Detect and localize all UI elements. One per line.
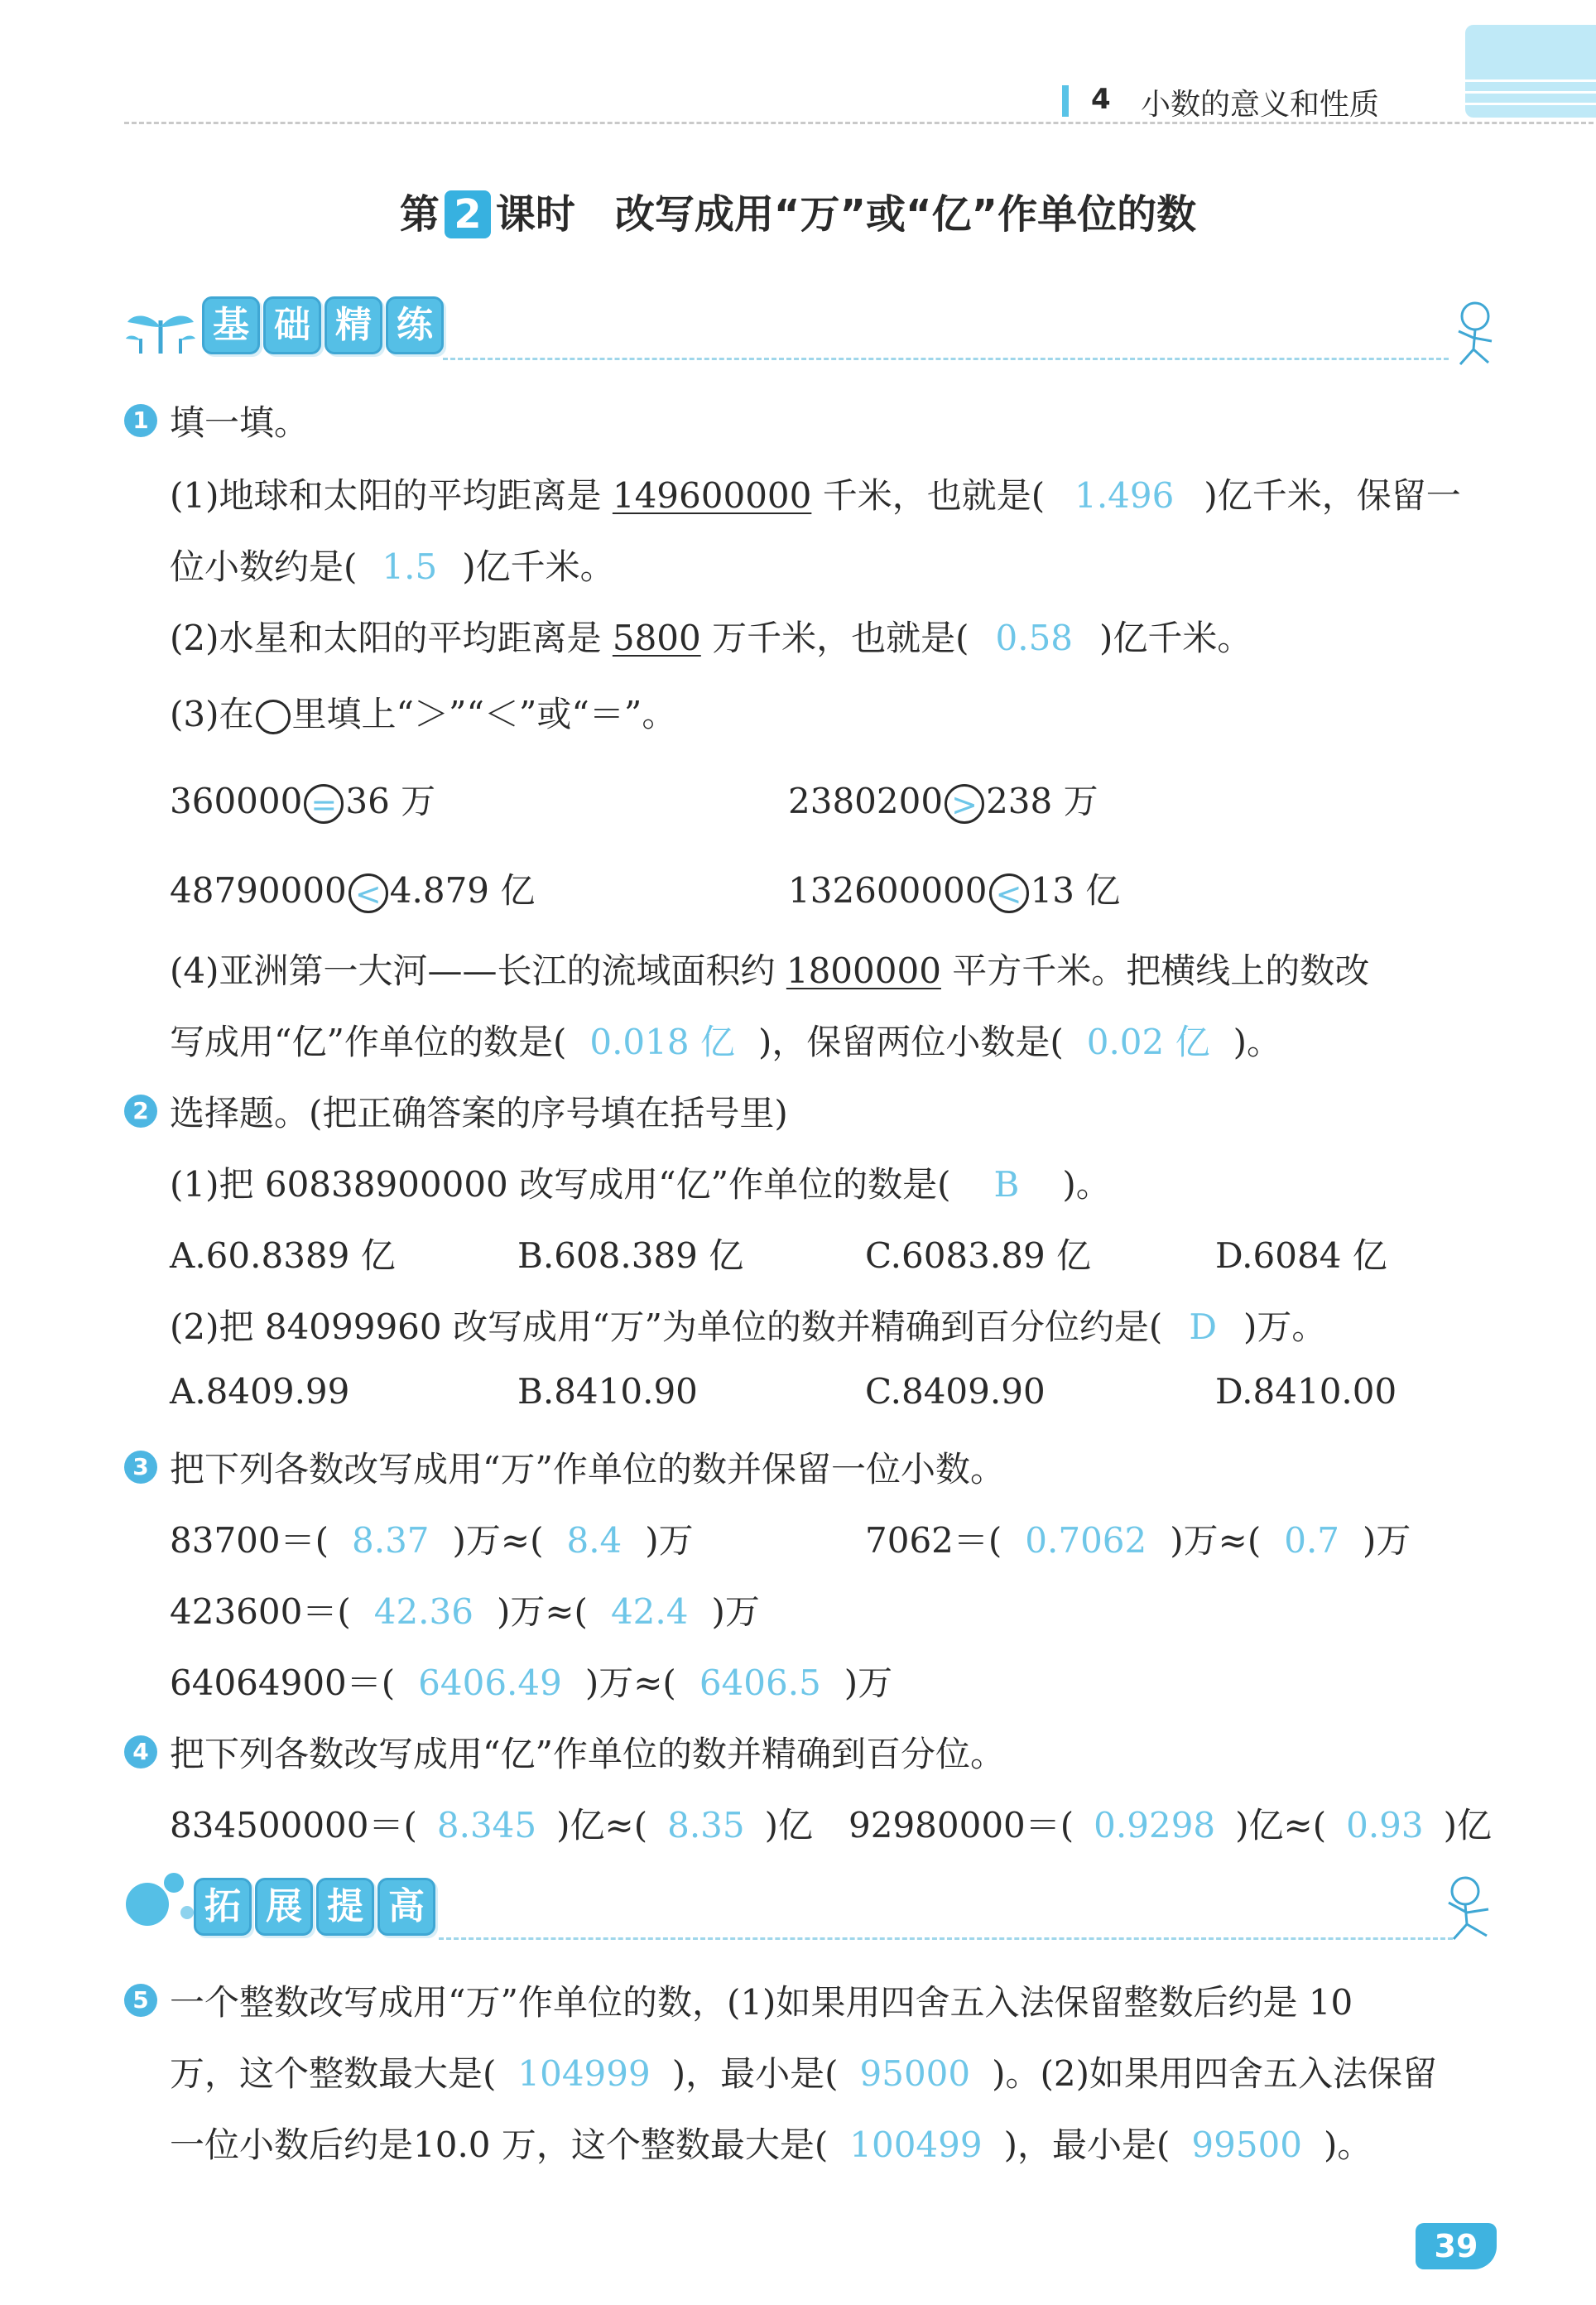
text: )亿≈( — [1235, 1805, 1327, 1845]
answer: 8.4 — [566, 1520, 623, 1561]
comparison-4 — [788, 864, 1120, 913]
banner-char: 高 — [377, 1878, 435, 1936]
text: )亿千米。 — [1099, 618, 1252, 658]
text: )万 — [711, 1591, 760, 1632]
corner-stripe — [1465, 103, 1596, 105]
text: )万≈( — [1170, 1520, 1262, 1561]
answer: 0.58 — [995, 618, 1074, 658]
q5-line1: 一个整数改写成用“万”作单位的数，(1)如果用四舍五入法保留整数后约是 10 — [170, 1982, 1353, 2023]
text: 834500000＝( — [170, 1805, 417, 1845]
q2-stem: 选择题。(把正确答案的序号填在括号里) — [170, 1093, 788, 1133]
header-divider — [124, 122, 1594, 124]
banner-char: 练 — [386, 296, 444, 354]
answer: 0.7062 — [1025, 1520, 1147, 1561]
answer-sign: > — [945, 784, 984, 824]
banner-char: 拓 — [194, 1878, 252, 1936]
section-banner-extend — [194, 1878, 439, 1942]
text: 7062＝( — [865, 1520, 1002, 1561]
question-marker: 2 — [124, 1095, 157, 1128]
text: 一位小数后约是10.0 万，这个整数最大是( — [170, 2125, 829, 2165]
text: )。(2)如果用四舍五入法保留 — [992, 2053, 1438, 2094]
q1-part1-line1 — [170, 469, 1461, 518]
title-prefix: 第 — [399, 191, 440, 238]
comparison-2 — [788, 774, 1098, 824]
text: 423600＝( — [170, 1591, 351, 1632]
text: )亿 — [764, 1805, 814, 1845]
answer: 0.7 — [1284, 1520, 1340, 1561]
answer: 95000 — [859, 2053, 971, 2094]
text: 万，这个整数最大是( — [170, 2053, 497, 2094]
corner-stripe — [1465, 79, 1596, 82]
q1-part3 — [170, 687, 676, 737]
chapter-title: 小数的意义和性质 — [1141, 88, 1380, 122]
answer: 8.35 — [667, 1805, 745, 1845]
title-text: 课时 改写成用“万”或“亿”作单位的数 — [495, 191, 1197, 238]
q5-line2 — [170, 2047, 1437, 2096]
answer-sign: < — [349, 873, 388, 913]
q1-stem: 填一填。 — [170, 402, 310, 443]
text: )，保留两位小数是( — [757, 1022, 1064, 1062]
answer: 6406.5 — [699, 1663, 821, 1703]
text: )万≈( — [452, 1520, 544, 1561]
answer: 8.345 — [436, 1805, 537, 1845]
answer: 104999 — [517, 2053, 651, 2094]
option: D.8410.00 — [1215, 1371, 1397, 1412]
q1-part4-line2 — [170, 1015, 1281, 1065]
text: (3)在 — [170, 694, 254, 734]
underlined-number: 149600000 — [612, 475, 812, 516]
answer: 99500 — [1191, 2125, 1302, 2165]
text: 13 亿 — [1030, 870, 1121, 911]
banner-char: 基 — [202, 296, 260, 354]
question-marker: 5 — [124, 1984, 157, 2017]
answer: 42.36 — [373, 1591, 474, 1632]
option: B.608.389 亿 — [517, 1235, 744, 1276]
text: )亿千米。 — [462, 546, 615, 587]
question-marker: 1 — [124, 404, 157, 437]
answer: 6406.49 — [418, 1663, 562, 1703]
answer: 1.5 — [382, 546, 438, 587]
underlined-number: 1800000 — [786, 950, 941, 991]
text: )万≈( — [496, 1591, 588, 1632]
text: 83700＝( — [170, 1520, 329, 1561]
banner-char: 提 — [316, 1878, 374, 1936]
text: )万 — [844, 1663, 893, 1703]
text: 132600000 — [788, 870, 988, 911]
question-marker: 3 — [124, 1451, 157, 1484]
section-divider — [439, 1937, 1453, 1940]
text: 4.879 亿 — [389, 870, 536, 911]
text: 64064900＝( — [170, 1663, 396, 1703]
section-divider — [443, 358, 1449, 360]
q3-item — [170, 1656, 892, 1706]
option: B.8410.90 — [517, 1371, 698, 1412]
q4-item — [170, 1798, 813, 1848]
option: C.8409.90 — [865, 1371, 1046, 1412]
q2-part2 — [170, 1300, 1326, 1350]
chapter-number: 4 — [1091, 83, 1111, 116]
underlined-number: 5800 — [612, 618, 701, 658]
text: )。 — [1233, 1022, 1281, 1062]
answer: 42.4 — [610, 1591, 689, 1632]
q5-line3 — [170, 2118, 1372, 2168]
lesson-title — [0, 182, 1596, 239]
circle-blank-icon — [256, 700, 291, 734]
banner-char: 精 — [324, 296, 382, 354]
text: 238 万 — [986, 781, 1098, 821]
answer: 0.93 — [1346, 1805, 1424, 1845]
text: (2)把 84099960 改写成用“万”为单位的数并精确到百分位约是( — [170, 1306, 1163, 1347]
header-accent-bar — [1062, 85, 1069, 117]
jumping-kid-icon — [1432, 1873, 1507, 1947]
option: C.6083.89 亿 — [865, 1235, 1092, 1276]
text: (1)地球和太阳的平均距离是 — [170, 475, 613, 516]
running-kid-icon — [1440, 298, 1507, 373]
q1-part2 — [170, 611, 1252, 661]
q2-part1 — [170, 1157, 1111, 1207]
text: )万 — [645, 1520, 694, 1561]
text: 360000 — [170, 781, 303, 821]
answer: 8.37 — [352, 1520, 430, 1561]
text: 写成用“亿”作单位的数是( — [170, 1022, 567, 1062]
text: 千米，也就是( — [811, 475, 1046, 516]
lesson-number-badge: 2 — [445, 190, 491, 238]
answer-sign: < — [989, 873, 1029, 913]
q1-part1-line2 — [170, 540, 615, 589]
bubbles-icon — [123, 1870, 197, 1929]
option: D.6084 亿 — [1215, 1235, 1387, 1276]
answer: D — [1189, 1306, 1217, 1347]
corner-stripe — [1465, 91, 1596, 94]
banner-char: 础 — [263, 296, 321, 354]
text: )万。 — [1243, 1306, 1327, 1347]
answer: 0.018 亿 — [589, 1022, 735, 1062]
text: 里填上“＞”“＜”或“＝”。 — [291, 694, 677, 734]
option: A.8409.99 — [170, 1371, 350, 1412]
text: )亿≈( — [556, 1805, 648, 1845]
text: 平方千米。把横线上的数改 — [940, 950, 1370, 991]
text: 48790000 — [170, 870, 347, 911]
text: 位小数约是( — [170, 546, 358, 587]
text: 2380200 — [788, 781, 944, 821]
q1-part4-line1 — [170, 944, 1369, 994]
question-marker: 4 — [124, 1735, 157, 1768]
page-number: 39 — [1416, 2223, 1497, 2269]
answer-sign: = — [304, 784, 344, 824]
q4-stem: 把下列各数改写成用“亿”作单位的数并精确到百分位。 — [170, 1734, 1005, 1774]
text: )万 — [1363, 1520, 1411, 1561]
text: )，最小是( — [671, 2053, 839, 2094]
text: )万≈( — [584, 1663, 676, 1703]
text: (4)亚洲第一大河——长江的流域面积约 — [170, 950, 786, 991]
text: 92980000＝( — [848, 1805, 1074, 1845]
banner-char: 展 — [255, 1878, 313, 1936]
q4-item — [848, 1798, 1492, 1848]
option: A.60.8389 亿 — [170, 1235, 396, 1276]
section-banner-basic — [202, 296, 447, 361]
text: 万千米，也就是( — [700, 618, 969, 658]
answer: 100499 — [849, 2125, 983, 2165]
text: )亿千米，保留一 — [1204, 475, 1461, 516]
text: )亿 — [1443, 1805, 1493, 1845]
text: (2)水星和太阳的平均距离是 — [170, 618, 613, 658]
answer: 1.496 — [1074, 475, 1175, 516]
answer: 0.02 亿 — [1086, 1022, 1210, 1062]
comparison-3 — [170, 864, 535, 913]
text: )。 — [1324, 2125, 1372, 2165]
answer: B — [993, 1164, 1020, 1205]
text: )。 — [1062, 1164, 1111, 1205]
answer: 0.9298 — [1094, 1805, 1216, 1845]
q3-item — [170, 1585, 760, 1634]
q3-stem: 把下列各数改写成用“万”作单位的数并保留一位小数。 — [170, 1449, 1005, 1489]
q3-item — [170, 1513, 694, 1563]
q3-item — [865, 1513, 1411, 1563]
comparison-1 — [170, 774, 435, 824]
text: 36 万 — [345, 781, 436, 821]
text: (1)把 60838900000 改写成用“亿”作单位的数是( — [170, 1164, 951, 1205]
sprout-icon — [124, 302, 197, 357]
text: )，最小是( — [1003, 2125, 1171, 2165]
